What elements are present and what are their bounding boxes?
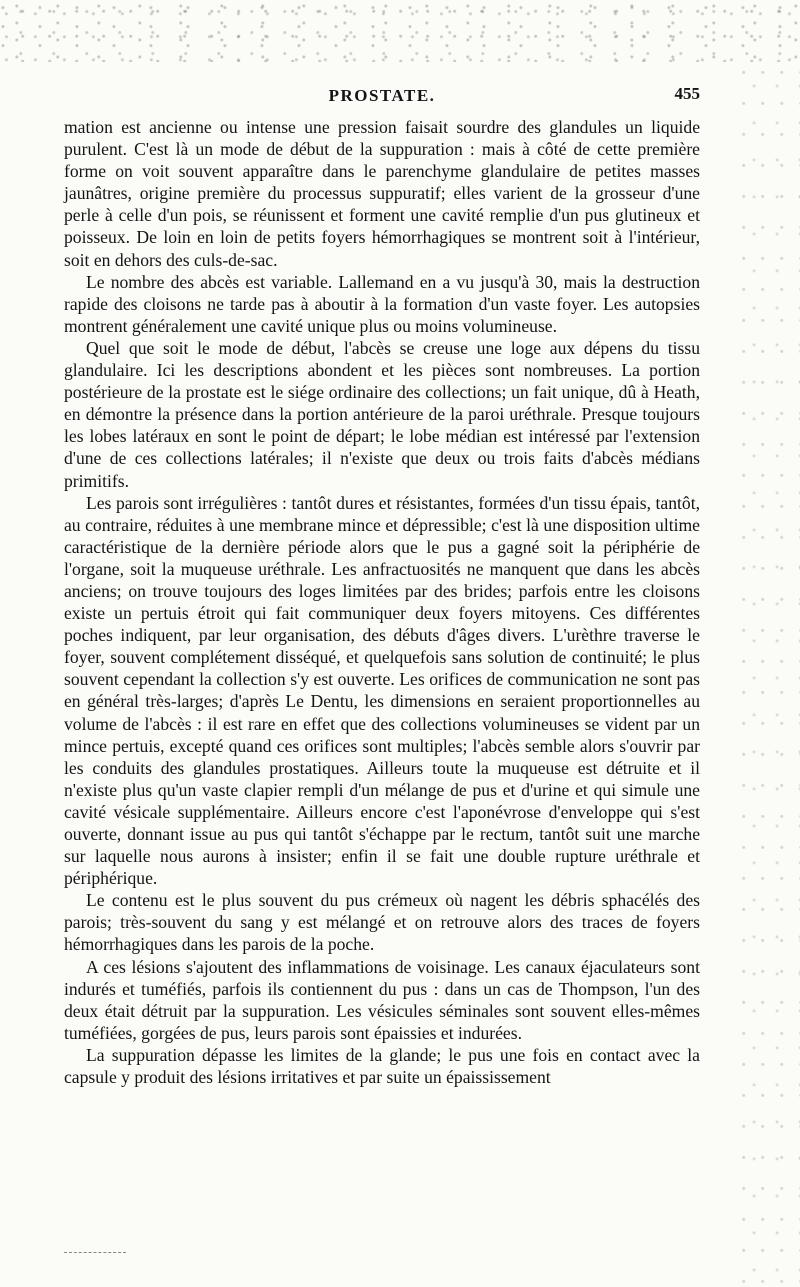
scan-noise-top [0,0,800,62]
paragraph: A ces lésions s'ajoutent des inflammations de voisinage. Les canaux éjaculateurs sont indurés et tuméfiés, parfois ils contiennent du pus : dans un cas de Thompson, l'un des deux était détruit par la suppuration. Les vésicules séminales sont souvent elles-mêmes tuméfiées, gorgées de pus, leurs parois sont épaissies et indurées. [64,956,700,1043]
page-number: 455 [674,84,700,103]
paragraph: Les parois sont irrégulières : tantôt dures et résistantes, formées d'un tissu épais, tantôt, au contraire, réduites à une membrane mince et dépressible; c'est là une disposition ultime caractéristique de la dernière période alors que le pus a gagné soit la périphérie de l'organe, soit la muqueuse uréthrale. Les anfractuosités ne manquent que dans les abcès anciens; on trouve toujours des loges limitées par des brides; parfois entre les cloisons existe un pertuis étroit qui fait communiquer deux foyers mitoyens. Ces différentes poches indiquent, par leur organisation, des débuts d'âges divers. L'urèthre traverse le foyer, souvent complétement disséqué, et quelquefois sans solution de continuité; le plus souvent cependant la collection s'y est ouverte. Les orifices de communication ne sont pas en général très-larges; d'après Le Dentu, les dimensions en seraient proportionnelles au volume de l'abcès : il est rare en effet que des collections volumineuses se vident par un mince pertuis, excepté quand ces orifices sont multiples; l'abcès semble alors s'ouvrir par les conduits des glandules prostatiques. Ailleurs toute la muqueuse est détruite et il n'existe plus qu'un vaste clapier rempli d'un mélange de pus et d'urine et qui simule une cavité vésicale supplémentaire. Ailleurs encore c'est l'aponévrose d'enveloppe qui s'est ouverte, donnant issue au pus qui tantôt s'échappe par le rectum, tantôt suit une marche sur laquelle nous aurons à insister; enfin il se fait une double rupture uréthrale et périphérique. [64,492,700,889]
paragraph: La suppuration dépasse les limites de la glande; le pus une fois en contact avec la capsule y produit des lésions irritatives et par suite un épaississement [64,1044,700,1088]
paragraph: Quel que soit le mode de début, l'abcès se creuse une loge aux dépens du tissu glandulaire. Ici les descriptions abondent et les pièces sont nombreuses. La portion postérieure de la prostate est le siége ordinaire des collections; un fait unique, dû à Heath, en démontre la présence dans la portion antérieure de la paroi uréthrale. Presque toujours les lobes latéraux en sont le point de départ; le lobe médian est intéressé par l'extension d'une de ces collections latérales; il n'existe que deux ou trois faits d'abcès médians primitifs. [64,337,700,491]
paragraph: Le contenu est le plus souvent du pus crémeux où nagent les débris sphacélés des parois; très-souvent du sang y est mélangé et on retrouve alors des traces de foyers hémorrhagiques dans les parois de la poche. [64,890,700,955]
running-title: PROSTATE. [328,86,436,105]
footer-rule [64,1252,126,1253]
page-header [64,86,700,116]
body-text [64,116,700,1088]
paragraph: Le nombre des abcès est variable. Lallemand en a vu jusqu'à 30, mais la destruction rapide des cloisons ne tarde pas à aboutir à la formation d'un vaste foyer. Les autopsies montrent généralement une cavité unique plus ou moins volumineuse. [64,271,700,336]
scan-noise-right [738,60,800,1287]
paragraph: mation est ancienne ou intense une pression faisait sourdre des glandules un liquide purulent. C'est là un mode de début de la suppuration : mais à côté de cette première forme on voit souvent apparaître dans le parenchyme glandulaire de petites masses jaunâtres, origine première du processus suppuratif; elles varient de la grosseur d'une perle à celle d'un pois, se réunissent et forment une cavité remplie d'un pus glutineux et poisseux. De loin en loin de petits foyers hémorrhagiques se montrent soit à l'intérieur, soit en dehors des culs-de-sac. [64,117,700,270]
